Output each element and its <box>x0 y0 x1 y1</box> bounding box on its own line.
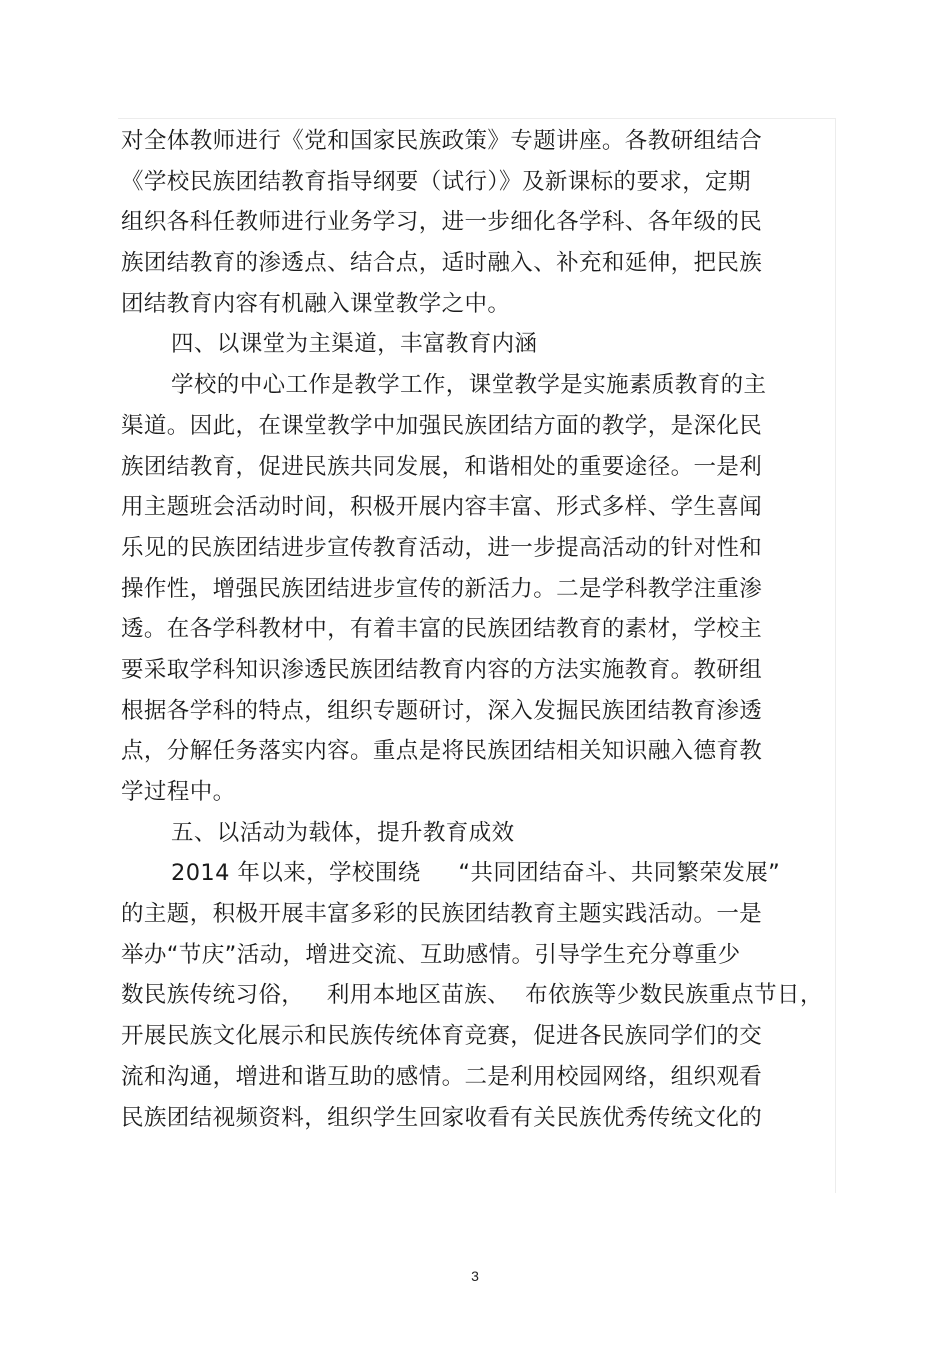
text-line: 《学校民族团结教育指导纲要（试行）》及新课标的要求，定期 <box>121 168 751 195</box>
text-line: 根据各学科的特点，组织专题研讨，深入发掘民族团结教育渗透 <box>121 697 763 724</box>
text-line: 流和沟通，增进和谐互助的感情。二是利用校园网络，组织观看 <box>121 1063 763 1090</box>
text-line: 学过程中。 <box>121 779 236 805</box>
text-line: 要采取学科知识渗透民族团结教育内容的方法实施教育。教研组 <box>121 656 763 683</box>
text-line: 的主题，积极开展丰富多彩的民族团结教育主题实践活动。一是 <box>121 901 763 928</box>
text-line: 组织各科任教师进行业务学习，进一步细化各学科、各年级的民 <box>121 209 763 236</box>
text-line: 举办“节庆”活动，增进交流、互助感情。引导学生充分尊重少 <box>121 941 741 968</box>
text-line: 团结教育内容有机融入课堂教学之中。 <box>121 290 511 317</box>
text-line: 族团结教育的渗透点、结合点，适时融入、补充和延伸，把民族 <box>121 250 763 277</box>
text-line: 2014 年以来，学校围绕 “共同团结奋斗、共同繁荣发展” <box>171 860 781 887</box>
text-line: 渠道。因此，在课堂教学中加强民族团结方面的教学，是深化民 <box>121 412 763 439</box>
section-heading-5: 五、以活动为载体，提升教育成效 <box>171 819 515 846</box>
text-line: 乐见的民族团结进步宣传教育活动，进一步提高活动的针对性和 <box>121 534 763 561</box>
text-line: 透。在各学科教材中，有着丰富的民族团结教育的素材，学校主 <box>121 616 763 643</box>
text-line: 数民族传统习俗， 利用本地区苗族、 布依族等少数民族重点节日， <box>121 982 823 1009</box>
text-line: 对全体教师进行《党和国家民族政策》专题讲座。各教研组结合 <box>121 128 763 154</box>
page-number: 3 <box>471 1268 479 1284</box>
text-line: 族团结教育，促进民族共同发展，和谐相处的重要途径。一是利 <box>121 453 763 480</box>
text-line: 点，分解任务落实内容。重点是将民族团结相关知识融入德育教 <box>121 738 763 765</box>
document-body <box>121 121 836 1138</box>
text-line: 学校的中心工作是教学工作，课堂教学是实施素质教育的主 <box>171 372 767 399</box>
text-line: 用主题班会活动时间，积极开展内容丰富、形式多样、学生喜闻 <box>121 494 763 521</box>
text-line: 操作性，增强民族团结进步宣传的新活力。二是学科教学注重渗 <box>121 575 763 602</box>
section-heading-4: 四、以课堂为主渠道，丰富教育内涵 <box>171 331 538 358</box>
text-line: 开展民族文化展示和民族传统体育竞赛，促进各民族同学们的交 <box>121 1023 763 1050</box>
text-line: 民族团结视频资料，组织学生回家收看有关民族优秀传统文化的 <box>121 1104 763 1131</box>
